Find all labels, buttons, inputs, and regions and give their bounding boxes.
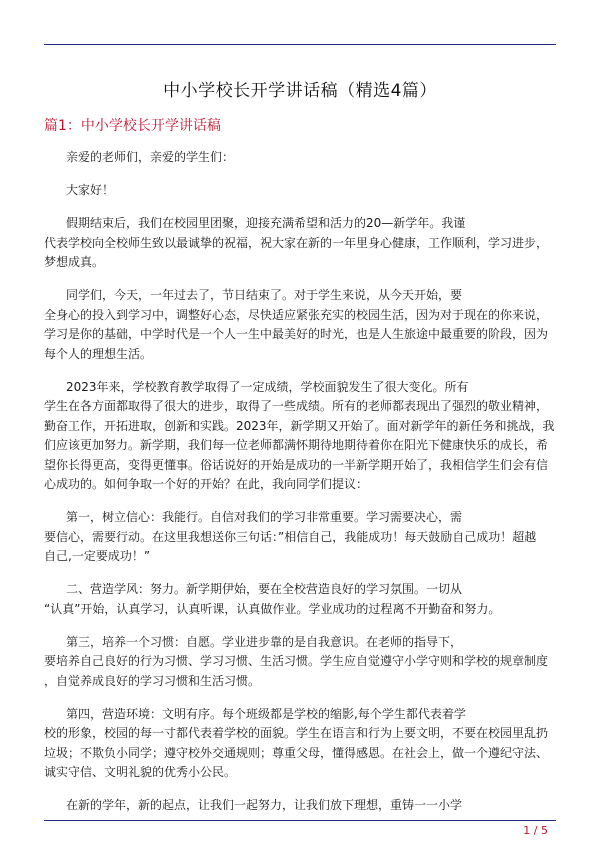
- paragraph-line: 假期结束后，我们在校园里团聚，迎接充满希望和活力的20—新学年。我谨: [66, 216, 466, 230]
- paragraph-line: 全身心的投入到学习中，调整好心态，尽快适应紧张充实的校园生活，因为对于现在的你来说，: [44, 307, 549, 322]
- paragraph-line: 第四，营造环境：文明有序。每个班级都是学校的缩影,每个学生都代表着学: [66, 706, 466, 721]
- paragraph-line: 第一，树立信心：我能行。自信对我们的学习非常重要。学习需要决心，需: [66, 510, 463, 524]
- body-paragraph: [44, 181, 556, 201]
- body-paragraph: [44, 633, 556, 692]
- body-paragraph: [44, 705, 556, 783]
- document-body: [44, 148, 556, 829]
- paragraph-line: 梦想成真。: [44, 255, 105, 269]
- page-indicator: 1 / 5: [523, 824, 548, 837]
- paragraph-line: ，自觉养成良好的学习习惯和生活习惯。: [44, 673, 261, 688]
- paragraph-line: 在新的学年，新的起点，让我们一起努力，让我们放下理想，重铸一一小学: [66, 798, 463, 812]
- paragraph-line: 每个人的理想生活。: [44, 346, 153, 361]
- paragraph-line: 学生在各方面都取得了很大的进步，取得了一些成绩。所有的老师都表现出了强烈的敬业精神，: [44, 399, 549, 413]
- paragraph-line: 二、营造学风：努力。新学期伊始，要在全校营造良好的学习氛围。一切从: [66, 582, 463, 596]
- body-paragraph: [44, 378, 556, 495]
- paragraph-line: 自己,一定要成功！”: [44, 549, 151, 563]
- paragraph-line: 垃圾；不欺负小同学；遵守校外交通规则；尊重父母，懂得感恩。在社会上，做一个遵纪守法、: [44, 745, 549, 760]
- body-paragraph: [44, 286, 556, 364]
- section-heading: 篇1：中小学校长开学讲话稿: [44, 118, 221, 134]
- paragraph-line: 代表学校向全校师生致以最诚挚的祝福，祝大家在新的一年里身心健康，工作顺利，学习进步，: [44, 235, 549, 250]
- body-paragraph: [44, 214, 556, 273]
- body-paragraph: [44, 796, 556, 816]
- paragraph-line: 要信心，需要行动。在这里我想送你三句话：”相信自己，我能成功！每天鼓励自己成功！超越: [44, 529, 537, 544]
- paragraph-line: 2023年来，学校教育教学取得了一定成绩，学校面貌发生了很大变化。所有: [66, 379, 469, 394]
- document-title: 中小学校长开学讲话稿（精选4篇）: [163, 81, 437, 101]
- paragraph-line: 心成功的。如何争取一个好的开始？在此，我向同学们提议：: [44, 477, 369, 491]
- footer-rule: [44, 820, 556, 821]
- paragraph-line: 亲爱的老师们，亲爱的学生们：: [66, 150, 235, 164]
- body-paragraph: [44, 148, 556, 168]
- body-paragraph: [44, 508, 556, 567]
- paragraph-line: 要培养自己良好的行为习惯、学习习惯、生活习惯。学生应自觉遵守小学守则和学校的规章制度: [44, 654, 549, 668]
- paragraph-line: 诚实守信、文明礼貌的优秀小公民。: [44, 765, 237, 779]
- paragraph-line: 大家好！: [66, 183, 115, 197]
- paragraph-line: 同学们，今天，一年过去了，节日结束了。对于学生来说，从今天开始，要: [66, 288, 463, 302]
- paragraph-line: “认真”开始，认真学习，认真听课，认真做作业。学业成功的过程离不开勤奋和努力。: [44, 601, 501, 616]
- paragraph-line: 校的形象，校园的每一寸都代表着学校的面貌。学生在语言和行为上要文明，不要在校园里乱扔: [44, 726, 549, 740]
- paragraph-line: 们应该更加努力。新学期，我们每一位老师都满怀期待地期待着你在阳光下健康快乐的成长，希: [44, 438, 549, 452]
- header-rule: [44, 44, 556, 45]
- paragraph-line: 第三，培养一个习惯：自愿。学业进步靠的是自我意识。在老师的指导下，: [66, 634, 463, 649]
- paragraph-line: 望你长得更高，变得更懂事。俗话说好的开始是成功的一半新学期开始了，我相信学生们会有信: [44, 457, 549, 472]
- paragraph-line: 勤奋工作，开拓进取，创新和实践。2023年，新学期又开始了。面对新学年的新任务和挑战，我: [44, 418, 555, 433]
- body-paragraph: [44, 580, 556, 619]
- paragraph-line: 学习是你的基础，中学时代是一个人一生中最美好的时光，也是人生旅途中最重要的阶段，因为: [44, 327, 549, 341]
